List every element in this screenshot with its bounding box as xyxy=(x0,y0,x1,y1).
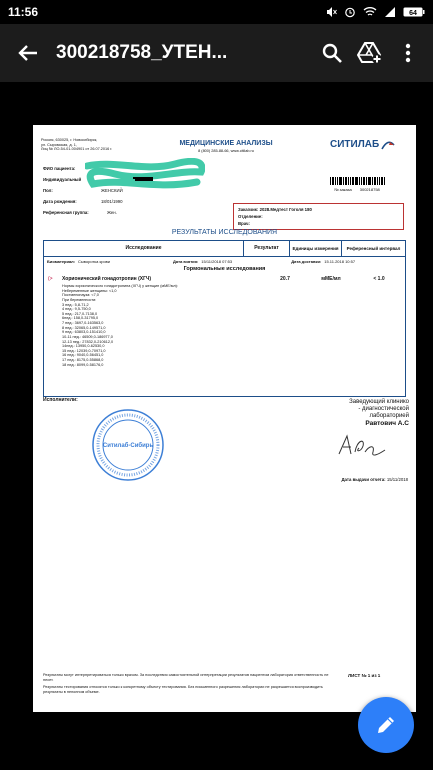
column-header: Исследование xyxy=(44,241,244,256)
dob-value: 18/01/1990 xyxy=(101,198,123,204)
issue-date-label: Дата выдачи отчета: xyxy=(341,477,386,482)
edit-pencil-icon xyxy=(375,714,397,736)
department-row xyxy=(238,213,399,220)
search-icon xyxy=(321,42,343,64)
norm-line: Постменопауза: <7,0 xyxy=(62,293,99,298)
lab-phone: 8 (800) 285-88-66, www.citilab.ru xyxy=(198,148,254,153)
lab-heading xyxy=(151,140,301,153)
head-of-lab xyxy=(301,399,409,428)
test-name: Хорионический гонадотропин (ХГЧ) xyxy=(62,276,152,283)
alarm-icon xyxy=(344,6,356,18)
norm-line: Нормы хорионического гонадотропина (ХГЧ) у женщин (мМЕ/мл): xyxy=(62,284,178,288)
norm-line: 14нед.: 13950,0-62530,0 xyxy=(62,344,105,349)
dob-row xyxy=(43,196,263,207)
test-reference: < 1.0 xyxy=(373,276,385,283)
customer-row xyxy=(238,206,399,213)
test-result: 20.7 xyxy=(280,276,290,283)
head-title-line: лабораторией xyxy=(369,413,409,420)
sheet-number: ЛИСТ № 1 из 1 xyxy=(348,673,381,678)
ind-label: Индивидуальный xyxy=(43,176,82,182)
results-title: РЕЗУЛЬТАТЫ ИССЛЕДОВАНИЯ xyxy=(171,229,278,236)
norm-line: 7 нед.: 3697,0-163563,0 xyxy=(62,321,104,325)
stamp-text: Ситилаб-Сибирь xyxy=(102,443,154,449)
battery-level: 64 xyxy=(409,10,417,17)
citilab-logo xyxy=(330,139,395,152)
reference-norms xyxy=(44,284,405,396)
norm-line: 6нед.: 158,0-31795,0 xyxy=(62,316,99,321)
table-header xyxy=(44,241,405,257)
table-row xyxy=(44,275,405,284)
signal-icon xyxy=(384,6,396,18)
redaction-scribble xyxy=(85,158,205,194)
column-header: Результат xyxy=(244,241,290,256)
signature xyxy=(335,432,389,460)
order-label: № заказа xyxy=(334,187,352,192)
norm-line: 3 нед.: 5,8-71,2 xyxy=(62,302,89,307)
mute-icon xyxy=(325,6,337,18)
customer-label: Заказчик: xyxy=(238,206,259,212)
head-name: Равтович А.С xyxy=(365,420,409,428)
disclaimer-line: Результаты тестирования относятся только к конкретному объекту тестирования. Без письменного разрешения лаборатории не разрешается воспроизводить результаты в неполном объеме. xyxy=(43,685,323,695)
fio-label: ФИО пациента: xyxy=(43,165,76,171)
battery-icon xyxy=(403,6,425,18)
norm-line: 16 нед.: 9040,0-56451,0 xyxy=(62,353,104,358)
executors-label: Исполнители: xyxy=(43,397,78,403)
issue-date-value: 15/11/2018 xyxy=(386,477,408,482)
norm-line: 4 нед.: 9,5-750,0 xyxy=(62,307,91,312)
more-vert-icon xyxy=(404,42,412,64)
status-bar xyxy=(0,0,433,24)
document-page[interactable] xyxy=(33,125,416,712)
customer-value: 2028.Медтест Гоголя 180 xyxy=(259,206,312,212)
lab-address xyxy=(41,138,131,152)
taken-label: Дата взятия: xyxy=(173,259,199,264)
logo-mark-icon xyxy=(381,140,395,150)
order-number: 300218758 xyxy=(359,187,380,192)
add-to-drive-button[interactable] xyxy=(353,36,387,70)
test-units: мМЕ/мл xyxy=(321,276,341,283)
column-header: Референсный интервал xyxy=(346,245,401,251)
add-to-drive-icon xyxy=(357,41,383,65)
abnormal-marker: (> xyxy=(48,276,53,283)
wifi-icon xyxy=(363,6,377,18)
back-button[interactable] xyxy=(0,42,56,64)
dob-label: Дата рождения: xyxy=(43,198,77,204)
norm-line: Небеременные женщины: <1,0 xyxy=(62,288,117,293)
logo-text: СИТИЛАБ xyxy=(330,139,380,150)
search-button[interactable] xyxy=(315,36,349,70)
norm-line: 17 нед.: 8175,0-55868,0 xyxy=(62,358,104,362)
norm-line: 12-13 нед.: 27832,0-210612,0 xyxy=(62,339,114,344)
address-line: Россия, 630025, г. Новосибирск, xyxy=(41,138,98,142)
customer-box xyxy=(233,203,404,230)
department-label: Отделение: xyxy=(238,213,263,219)
disclaimer-line: Результаты могут интерпретироваться только врачом. За последствия самостоятельной интерпретации результатов пациентом лаборатория ответственность не несет. xyxy=(43,673,329,682)
address-line: ул. Сыромская, д. 1, xyxy=(41,142,77,147)
sex-label: Пол: xyxy=(43,187,53,193)
app-toolbar xyxy=(0,24,433,82)
back-arrow-icon xyxy=(17,42,39,64)
norm-line: 15 нед.: 12039,0-70971,0 xyxy=(62,348,106,353)
edit-fab-button[interactable] xyxy=(358,697,414,753)
head-title-line: Заведующий клинико xyxy=(349,399,409,405)
results-table xyxy=(43,240,406,397)
taken-value: 15/11/2018 07:53 xyxy=(201,259,233,264)
document-title: 300218758_УТЕН... xyxy=(56,42,228,63)
norm-line: При беременности: xyxy=(62,297,97,302)
section-title: Гормональные исследования xyxy=(183,266,266,272)
ref-group-row xyxy=(43,207,263,218)
issue-date-row xyxy=(283,477,408,482)
doctor-label: Врач: xyxy=(238,220,250,226)
barcode xyxy=(313,177,401,185)
delivered-label: Дата доставки: xyxy=(291,259,322,264)
norm-line: 8 нед.: 32065,0-149571,0 xyxy=(62,325,106,330)
sex-value: ЖЕНСКИЙ xyxy=(101,187,123,193)
norm-line: 5 нед.: 217,0-7138,0 xyxy=(62,311,98,316)
order-barcode xyxy=(313,177,401,192)
norm-line: 18 нед.: 8099,0-58176,0 xyxy=(62,362,104,367)
sample-meta-row xyxy=(44,257,405,266)
lab-title: МЕДИЦИНСКИЕ АНАЛИЗЫ xyxy=(179,140,273,147)
ref-group-value: Жен. xyxy=(107,209,117,215)
disclaimer xyxy=(43,673,333,698)
norm-line: 10-11 нед.: 46509,0-186977,0 xyxy=(62,334,113,339)
more-options-button[interactable] xyxy=(391,36,425,70)
doctor-row xyxy=(238,220,399,227)
delivered-value: 15.11.2018 10:57 xyxy=(324,259,356,264)
head-title-line: - диагностической xyxy=(358,406,409,413)
lab-stamp xyxy=(91,408,165,482)
address-line: Лиц № ЛО-54-01-004901 от 26.07.2016 г. xyxy=(41,147,113,152)
ref-group-label: Референсная группа: xyxy=(43,209,89,215)
status-time: 11:56 xyxy=(8,5,39,19)
biomaterial-label: Биоматериал: xyxy=(47,259,76,264)
column-header: Единицы измерения xyxy=(290,241,342,256)
norm-line: 9 нед.: 63803,0-151410,0 xyxy=(62,330,106,335)
biomaterial-value: Сыворотка крови xyxy=(78,259,111,264)
